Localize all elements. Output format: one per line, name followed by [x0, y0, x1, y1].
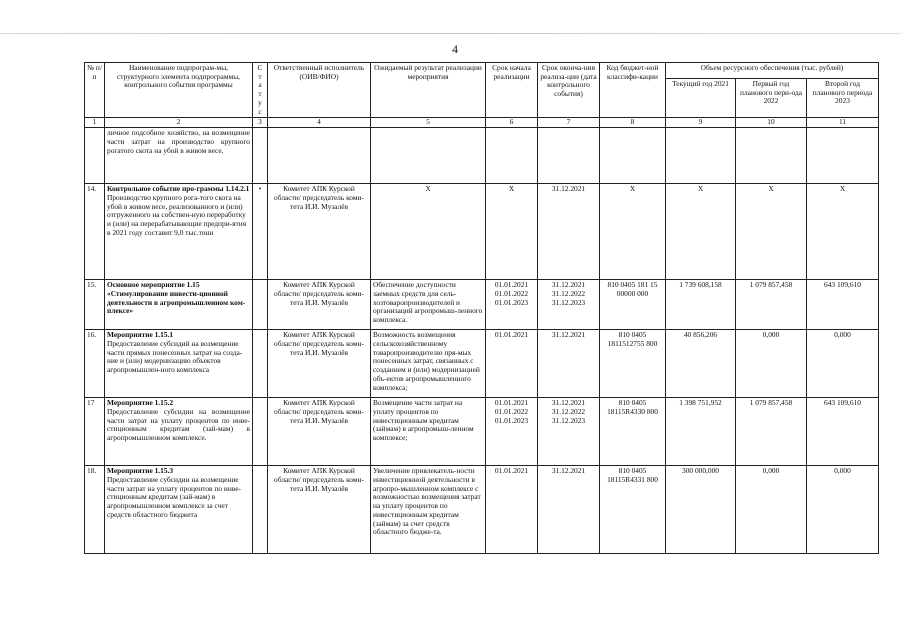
row-v2021	[666, 128, 736, 184]
row-num: 17	[85, 398, 105, 466]
row-executor: Комитет АПК Курской области/ председатель коми-тета И.И. Музалёв	[268, 398, 371, 466]
row-name	[105, 184, 253, 280]
row-v2021: Х	[666, 184, 736, 280]
row-end: 31.12.2021 31.12.2022 31.12.2023	[538, 398, 600, 466]
row-name	[105, 398, 253, 466]
row-end: 31.12.2021 31.12.2022 31.12.2023	[538, 280, 600, 330]
row-executor: Комитет АПК Курской области/ председатель коми-тета И.И. Музалёв	[268, 330, 371, 398]
row-status: •	[253, 184, 268, 280]
status-letter: С	[257, 63, 263, 72]
row-executor	[268, 128, 371, 184]
column-number: 3	[253, 118, 268, 128]
row-end: 31.12.2021	[538, 330, 600, 398]
row-result	[371, 128, 486, 184]
row-name	[105, 466, 253, 554]
status-letter: с	[258, 106, 262, 116]
table-row	[85, 398, 879, 466]
row-num	[85, 128, 105, 184]
row-code: Х	[600, 184, 666, 280]
status-letter: у	[258, 97, 262, 107]
row-executor: Комитет АПК Курской области/ председатель коми-тета И.И. Музалёв	[268, 280, 371, 330]
row-result: Х	[371, 184, 486, 280]
row-name	[105, 330, 253, 398]
row-name-text: Предоставление субсидии на возмещение части затрат на уплату процентов по инве-стиционным кредитам (зай-мам) в агропромышленном комплексе.	[107, 406, 250, 443]
row-name-text: Производство крупного рога-того скота на убой в живом весе, реализованного и (или) отгруженного на собствен-ную переработку и (или) на перерабатывающие предпри-ятия в 2021 году составит 9,0 тыс.тонн	[107, 192, 247, 237]
column-number: 7	[538, 118, 600, 128]
row-start: 01.01.2021 01.01.2022 01.01.2023	[486, 280, 538, 330]
row-v2023	[807, 128, 879, 184]
column-number: 4	[268, 118, 371, 128]
top-scan-line	[0, 33, 901, 34]
row-v2022	[736, 128, 807, 184]
col-header-executor: Ответственный исполнитель (ОИВ/ФИО)	[268, 63, 371, 118]
row-end: 31.12.2021	[538, 184, 600, 280]
row-v2022: 1 079 857,458	[736, 398, 807, 466]
row-v2021: 40 856,206	[666, 330, 736, 398]
col-header-2021: Текущий год 2021	[666, 78, 736, 118]
col-header-name: Наименование подпрограм-мы, структурного элемента подпрограммы, контрольного события программы	[105, 63, 253, 118]
row-v2021: 1 398 751,952	[666, 398, 736, 466]
row-num: 18.	[85, 466, 105, 554]
row-v2023: 643 109,610	[807, 280, 879, 330]
row-name-bold: Мероприятие 1.15.3	[107, 466, 174, 476]
col-header-result: Ожидаемый результат реализации мероприятия	[371, 63, 486, 118]
row-code: 810 0405 181 15 00000 000	[600, 280, 666, 330]
column-number: 11	[807, 118, 879, 128]
status-letter: т	[258, 71, 262, 81]
row-start: 01.01.2021	[486, 466, 538, 554]
col-header-status	[253, 63, 268, 118]
row-name-bold: Основное мероприятие 1.15 «Стимулирование инвести-ционной деятельности в агропромышленном ком-плексе»	[107, 280, 246, 316]
row-v2023: 643 109,610	[807, 398, 879, 466]
page-number: 4	[452, 42, 458, 56]
row-executor: Комитет АПК Курской области/ председатель коми-тета И.И. Музалёв	[268, 184, 371, 280]
row-v2023: Х	[807, 184, 879, 280]
col-header-end: Срок оконча-ния реализа-ции (дата контрольного события)	[538, 63, 600, 118]
status-letter: т	[258, 89, 262, 99]
row-name	[105, 280, 253, 330]
column-number: 2	[105, 118, 253, 128]
column-number: 10	[736, 118, 807, 128]
col-header-2022: Первый год планового пери-ода 2022	[736, 78, 807, 118]
row-result: Возмещение части затрат на уплату процентов по инвестиционным кредитам (займам) в агропромыш-ленном комплексе;	[371, 398, 486, 466]
status-letter: а	[258, 80, 262, 90]
row-end	[538, 128, 600, 184]
resource-table	[84, 62, 879, 554]
row-start	[486, 128, 538, 184]
row-result: Увеличение привлекатель-ности инвестиционной деятельности в агропро-мышленном комплексе с возможностью возмещения затрат на уплату процентов по инвестиционным кредитам (займам) за счет средств областного бюдже-та.	[371, 466, 486, 554]
row-status	[253, 128, 268, 184]
row-end: 31.12.2021	[538, 466, 600, 554]
col-header-num: № п/п	[85, 63, 105, 118]
column-number: 5	[371, 118, 486, 128]
row-name-text: Предоставление субсидий на возмещение части прямых понесенных затрат на созда-ние и (или) модернизацию объектов агропромышлен-ного комплекса	[107, 338, 243, 375]
row-status	[253, 280, 268, 330]
row-v2022: 1 079 857,458	[736, 280, 807, 330]
row-v2022: 0,000	[736, 466, 807, 554]
table-row	[85, 466, 879, 554]
row-num: 14.	[85, 184, 105, 280]
row-num: 16.	[85, 330, 105, 398]
table-body	[85, 128, 879, 554]
table-row	[85, 330, 879, 398]
table-row	[85, 280, 879, 330]
column-number: 6	[486, 118, 538, 128]
row-v2021: 300 000,000	[666, 466, 736, 554]
row-start: 01.01.2021 01.01.2022 01.01.2023	[486, 398, 538, 466]
row-name-text: личное подсобное хозяйство, на возмещение части затрат на производство крупного рогатого скота на убой в живом весе.	[107, 128, 250, 155]
row-executor: Комитет АПК Курской области/ председатель коми-тета И.И. Музалёв	[268, 466, 371, 554]
row-start: 01.01.2021	[486, 330, 538, 398]
row-name	[105, 128, 253, 184]
row-start: Х	[486, 184, 538, 280]
row-status	[253, 398, 268, 466]
col-header-code: Код бюджет-ной классифи-кации	[600, 63, 666, 118]
row-name-text: Предоставление субсидии на возмещение части затрат на уплату процентов по инве-стиционным кредитам (зай-мам) в агропромышленном комплексе за счет средств областного бюджета	[107, 474, 241, 519]
row-v2023: 0,000	[807, 466, 879, 554]
column-number: 8	[600, 118, 666, 128]
column-number: 1	[85, 118, 105, 128]
row-name-bold: Контрольное событие про-граммы 1.14.2.1	[107, 184, 250, 194]
table-row	[85, 184, 879, 280]
col-header-start: Срок начала реализации	[486, 63, 538, 118]
col-header-2023: Второй год планового периода 2023	[807, 78, 879, 118]
row-v2022: Х	[736, 184, 807, 280]
row-result: Возможность возмещения сельскохозяйственному товаропроизводителю пря-мых понесенных затрат, связанных с созданием и (или) модернизацией объ-ектов агропромышленного комплекса;	[371, 330, 486, 398]
row-status	[253, 466, 268, 554]
column-number-row	[85, 118, 879, 128]
row-code: 810 0405 18115R4330 800	[600, 398, 666, 466]
row-num: 15.	[85, 280, 105, 330]
row-code: 810 0405 18115R4331 800	[600, 466, 666, 554]
row-name-bold: Мероприятие 1.15.2	[107, 398, 174, 408]
row-result: Обеспечение доступности заемных средств для сель-хозтоваропроизводителей и организаций агропромыш-ленного комплекса.	[371, 280, 486, 330]
table-row	[85, 128, 879, 184]
row-status	[253, 330, 268, 398]
row-code: 810 0405 1811512755 800	[600, 330, 666, 398]
header-row-1	[85, 63, 879, 79]
row-v2021: 1 739 608,158	[666, 280, 736, 330]
row-name-bold: Мероприятие 1.15.1	[107, 330, 174, 340]
row-v2022: 0,000	[736, 330, 807, 398]
row-code	[600, 128, 666, 184]
col-header-resources: Объем ресурсного обеспечения (тыс. рублей)	[666, 63, 879, 79]
column-number: 9	[666, 118, 736, 128]
row-v2023: 0,000	[807, 330, 879, 398]
